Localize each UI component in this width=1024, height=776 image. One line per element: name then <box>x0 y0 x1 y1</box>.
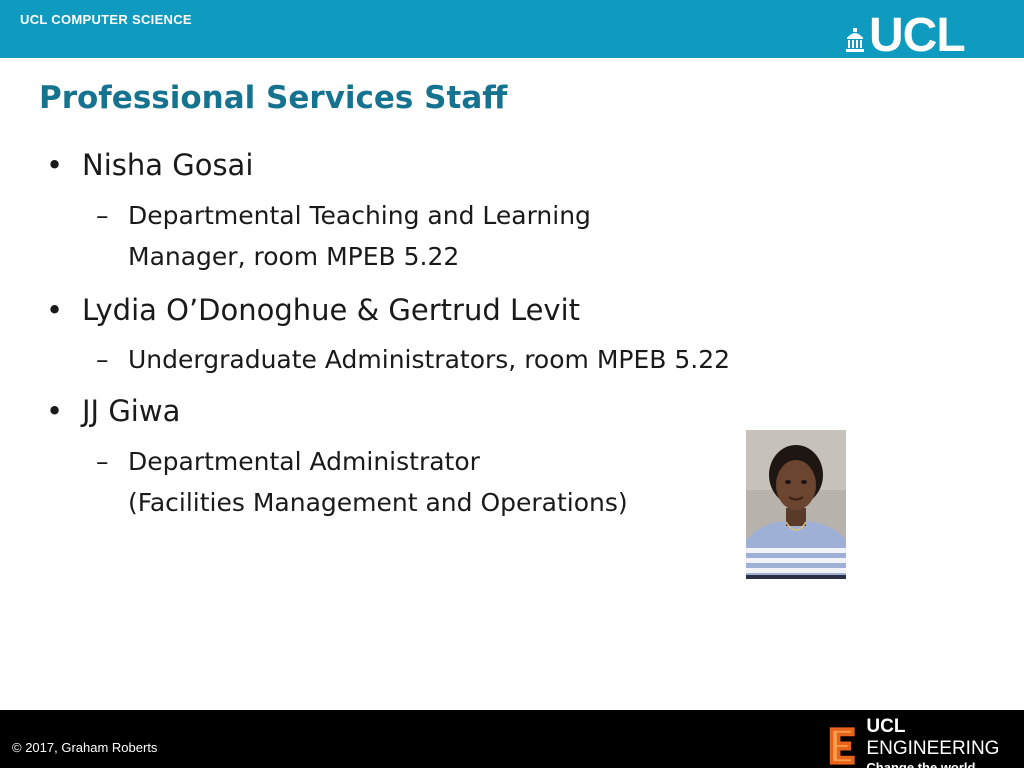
ucl-logo <box>845 9 965 62</box>
department-label: UCL COMPUTER SCIENCE <box>20 12 192 27</box>
engineering-tagline: Change the world <box>866 760 976 775</box>
sub-bullet-mark: – <box>96 345 109 374</box>
staff-role-line: (Facilities Management and Operations) <box>128 488 628 517</box>
staff-role-line: Manager, room MPEB 5.22 <box>128 242 460 271</box>
sub-bullet <box>96 195 688 277</box>
slide-title: Professional Services Staff <box>39 80 508 116</box>
staff-name: JJ Giwa <box>82 394 181 428</box>
staff-role <box>128 195 688 277</box>
sub-bullet-mark: – <box>96 201 109 230</box>
header-bar <box>0 0 1024 62</box>
engineering-title <box>866 716 1024 760</box>
ucl-wordmark: UCL <box>869 9 965 62</box>
engineering-title-bold: UCL <box>866 716 906 737</box>
engineering-title-rest: ENGINEERING <box>866 738 1000 759</box>
portrait-photo <box>746 430 846 579</box>
staff-name: Lydia O’Donoghue & Gertrud Levit <box>82 293 581 327</box>
bullet-item <box>46 148 253 182</box>
bullet-mark: • <box>46 394 64 428</box>
staff-role-line: Departmental Teaching and Learning <box>128 201 591 230</box>
staff-name: Nisha Gosai <box>82 148 254 182</box>
staff-role <box>128 339 828 380</box>
sub-bullet-mark: – <box>96 447 109 476</box>
sub-bullet <box>96 339 828 380</box>
staff-role-line: Undergraduate Administrators, room MPEB 5.22 <box>128 345 731 374</box>
portico-icon <box>845 28 865 52</box>
ucl-engineering-logo <box>828 716 1024 776</box>
engineering-e-icon <box>828 723 856 769</box>
sub-bullet <box>96 441 688 523</box>
staff-role <box>128 441 688 523</box>
bullet-item <box>46 293 580 327</box>
bullet-item <box>46 394 180 428</box>
bullet-mark: • <box>46 148 64 182</box>
copyright-text: © 2017, Graham Roberts <box>12 740 158 755</box>
engineering-wordmark <box>866 716 1024 776</box>
bullet-mark: • <box>46 293 64 327</box>
staff-role-line: Departmental Administrator <box>128 447 480 476</box>
